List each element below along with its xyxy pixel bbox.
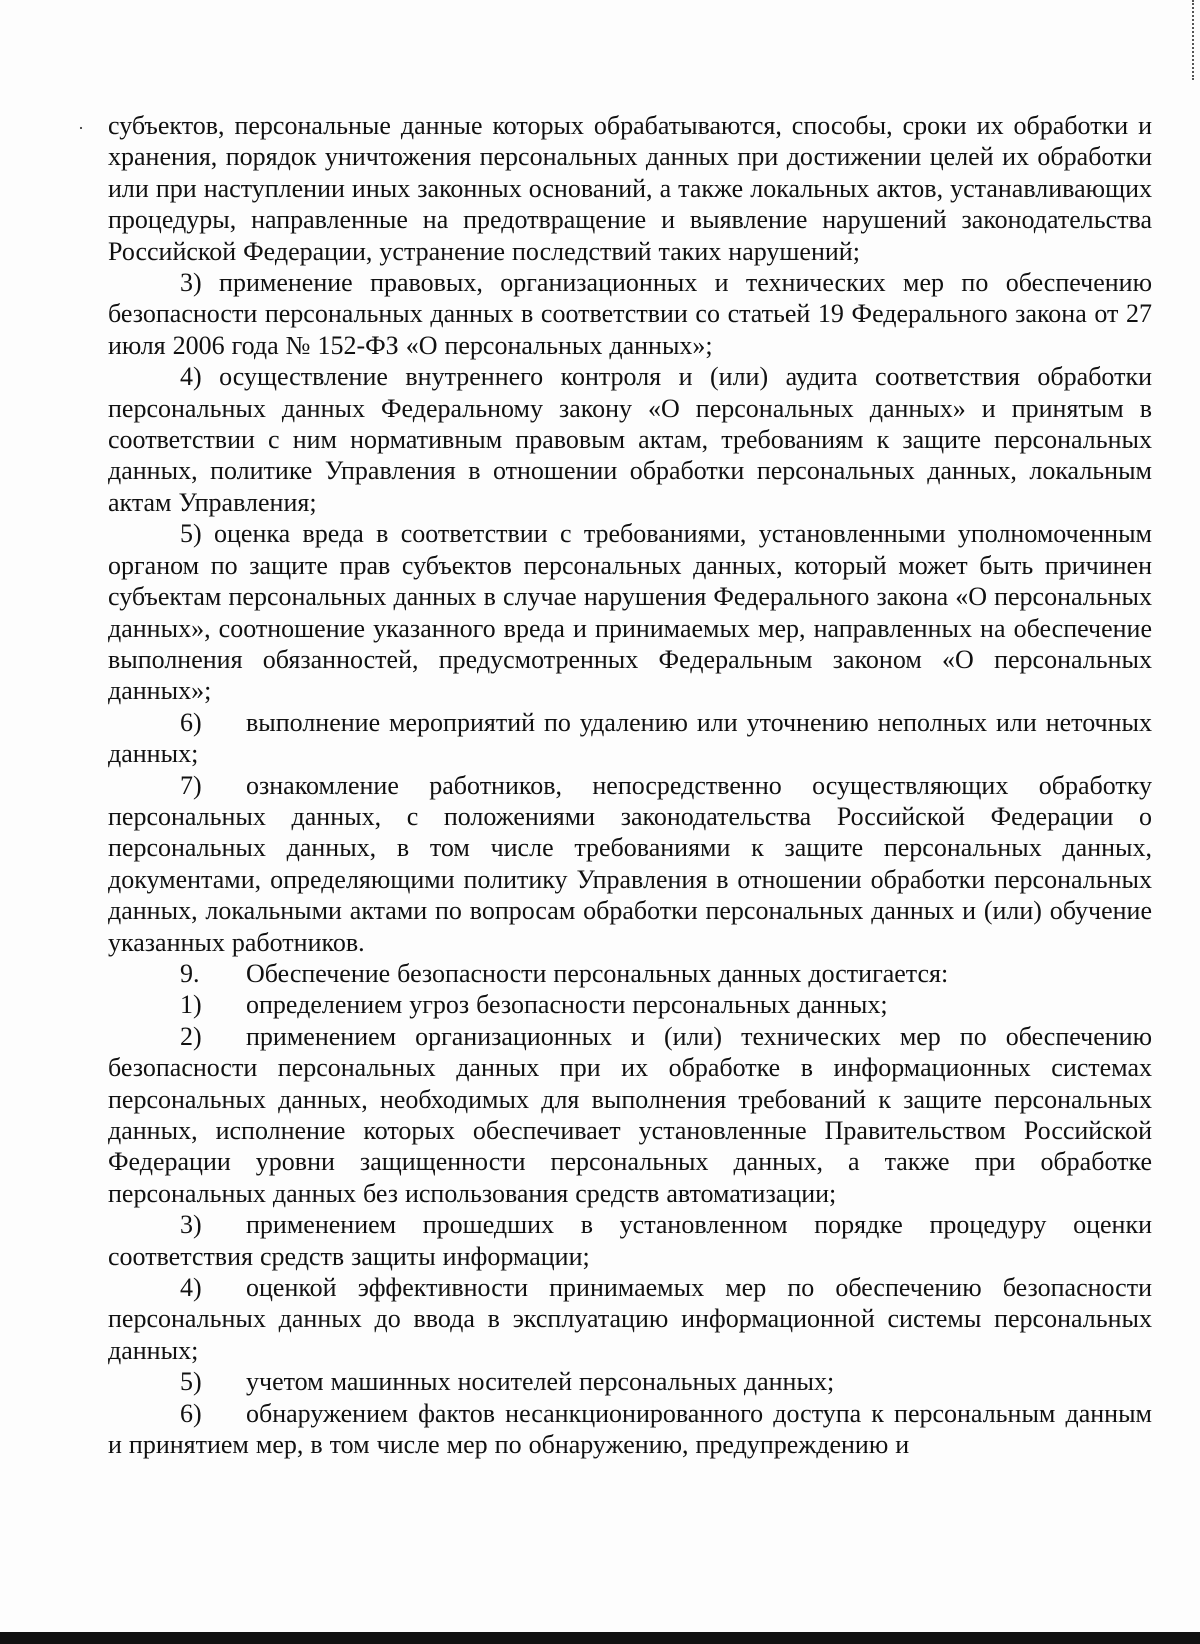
scan-bottom-border bbox=[0, 1632, 1200, 1644]
list-text: Обеспечение безопасности персональных данных достигается: bbox=[246, 958, 949, 988]
list-number: 6) bbox=[180, 1398, 202, 1428]
list-item-7 bbox=[108, 770, 1152, 958]
list-text: ознакомление работников, непосредственно осуществляющих обработку персональных данных, с положениями законодательства Российской Федерации о персональных данных, в том числе требованиями к защите персональных данных, документами, определяющими политику Управления в отношении обработки персональных данных, локальными актами по вопросам обработки персональных данных и (или) обучение указанных работников. bbox=[108, 770, 1152, 957]
list-text: обнаружением фактов несанкционированного доступа к персональным данным и принятием мер, в том числе мер по обнаружению, предупреждению и bbox=[108, 1398, 1152, 1460]
list-item-9-5 bbox=[108, 1366, 1152, 1397]
list-item-9-6 bbox=[108, 1398, 1152, 1461]
list-number: 5) bbox=[180, 1367, 202, 1397]
list-number: 2) bbox=[180, 1021, 202, 1051]
list-item-9-1 bbox=[108, 989, 1152, 1020]
document-body bbox=[108, 110, 1152, 1460]
list-item-6 bbox=[108, 707, 1152, 770]
list-item-5: 5) оценка вреда в соответствии с требованиями, установленными уполномоченным органом по защите прав субъектов персональных данных, который может быть причинен субъектам персональных данных в случае нарушения Федерального закона «О персональных данных», соотношение указанного вреда и принимаемых мер, направленных на обеспечение выполнения обязанностей, предусмотренных Федеральным законом «О персональных данных»; bbox=[108, 519, 1152, 706]
list-number: 9. bbox=[180, 958, 200, 988]
list-number: 4) bbox=[180, 1273, 202, 1303]
scan-edge-mark bbox=[1186, 0, 1194, 80]
list-number: 6) bbox=[180, 707, 202, 737]
list-item-9-2 bbox=[108, 1021, 1152, 1209]
section-9-heading bbox=[108, 958, 1152, 989]
paragraph-continuation: субъектов, персональные данные которых обрабатываются, способы, сроки их обработки и хранения, порядок уничтожения персональных данных при достижении целей их обработки или при наступлении иных законных оснований, а также локальных актов, устанавливающих процедуры, направленные на предотвращение и выявление нарушений законодательства Российской Федерации, устранение последствий таких нарушений; bbox=[108, 111, 1152, 266]
list-item-4: 4) осуществление внутреннего контроля и (или) аудита соответствия обработки персональных данных Федеральному закону «О персональных данных» и принятым в соответствии с ним нормативным правовым актам, требованиям к защите персональных данных, политике Управления в отношении обработки персональных данных, локальным актам Управления; bbox=[108, 362, 1152, 517]
list-item-3: 3) применение правовых, организационных и технических мер по обеспечению безопасности персональных данных в соответствии со статьей 19 Федерального закона от 27 июля 2006 года № 152-ФЗ «О персональных данных»; bbox=[108, 268, 1152, 360]
list-item-9-4 bbox=[108, 1272, 1152, 1366]
list-number: 1) bbox=[180, 990, 202, 1020]
list-number: 3) bbox=[180, 1210, 202, 1240]
list-text: выполнение мероприятий по удалению или уточнению неполных или неточных данных; bbox=[108, 707, 1152, 769]
list-text: применением организационных и (или) технических мер по обеспечению безопасности персональных данных при их обработке в информационных системах персональных данных, необходимых для выполнения требований к защите персональных данных, исполнение которых обеспечивает установленные Правительством Российской Федерации уровни защищенности персональных данных, а также при обработке персональных данных без использования средств автоматизации; bbox=[108, 1021, 1152, 1208]
list-item-9-3 bbox=[108, 1209, 1152, 1272]
list-text: учетом машинных носителей персональных данных; bbox=[246, 1367, 835, 1397]
list-text: определением угроз безопасности персональных данных; bbox=[246, 990, 888, 1020]
list-text: применением прошедших в установленном порядке процедуру оценки соответствия средств защиты информации; bbox=[108, 1210, 1152, 1271]
list-number: 7) bbox=[180, 770, 202, 800]
list-text: оценкой эффективности принимаемых мер по обеспечению безопасности персональных данных до ввода в эксплуатацию информационной системы персональных данных; bbox=[108, 1273, 1152, 1365]
margin-dot: · bbox=[78, 118, 84, 138]
